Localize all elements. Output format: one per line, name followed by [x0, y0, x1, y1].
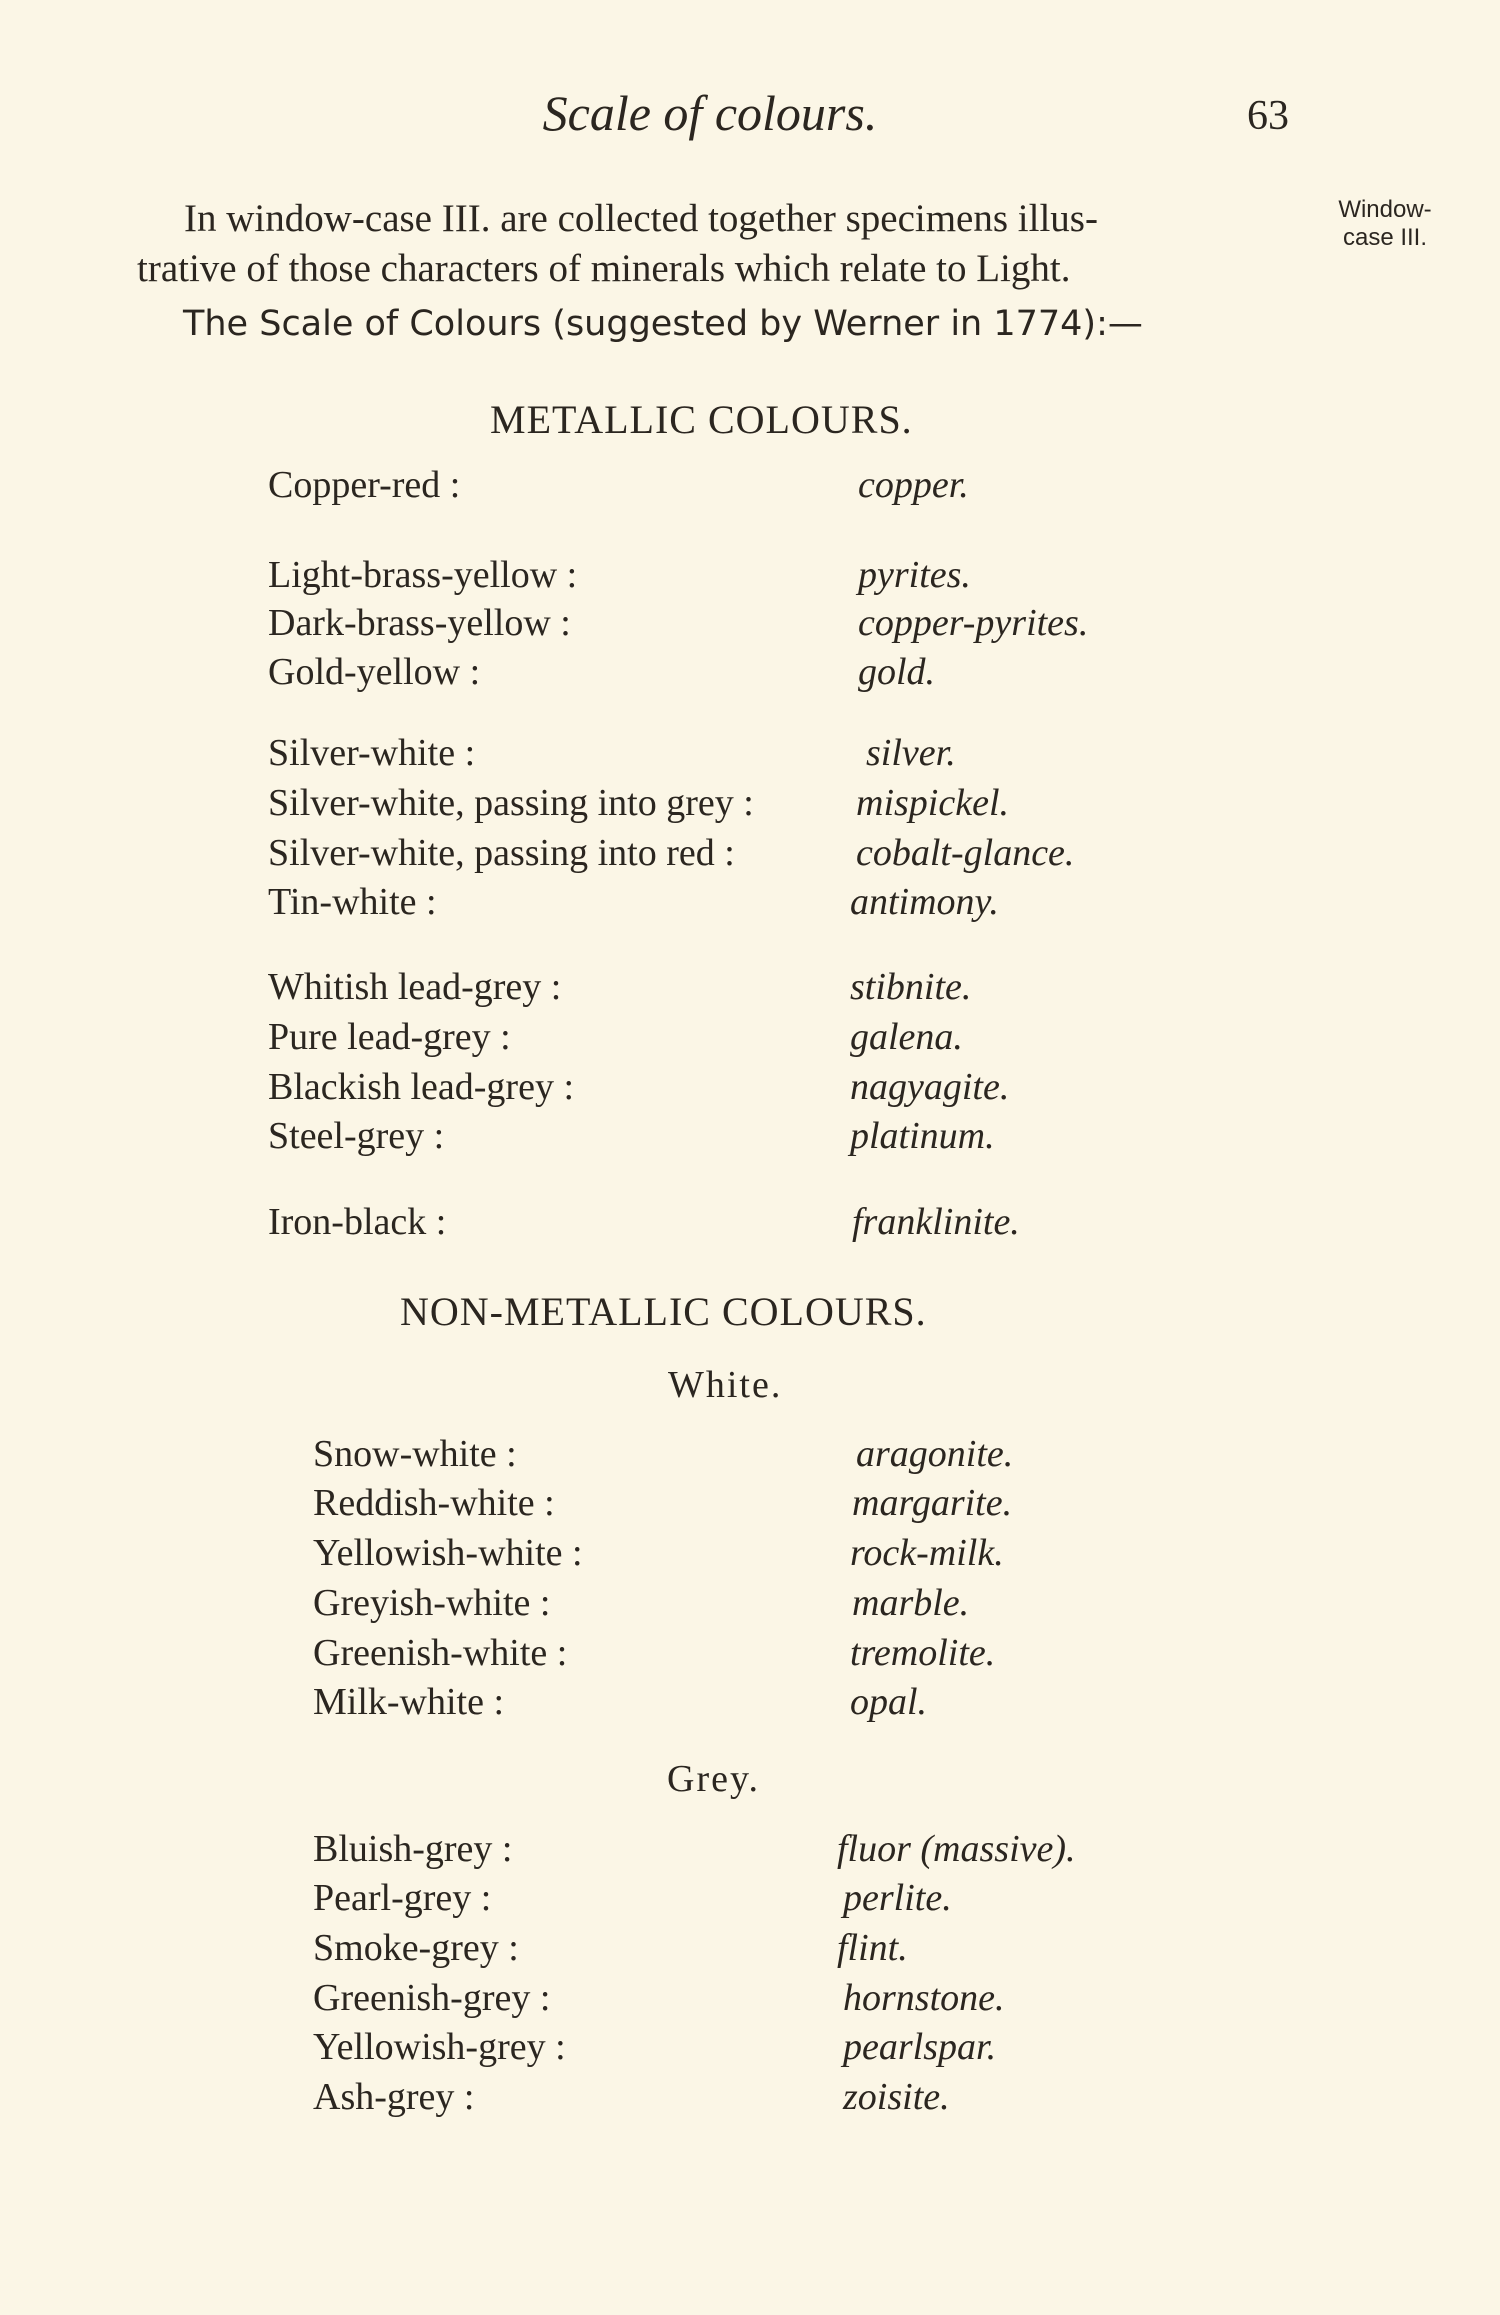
margin-note: [1310, 196, 1460, 252]
colour-row: [313, 1531, 1004, 1575]
mineral-name: franklinite.: [852, 1201, 1020, 1243]
colour-name: Greenish-grey :: [313, 1977, 551, 2019]
intro-line: In window-case III. are collected together specimens illus-: [184, 197, 1098, 240]
colour-name: Ash-grey :: [313, 2076, 475, 2118]
mineral-name: nagyagite.: [850, 1066, 1010, 1108]
intro-paragraph: [137, 194, 1287, 294]
mineral-name: tremolite.: [850, 1632, 996, 1674]
colour-row: [313, 1680, 928, 1724]
colour-name: Reddish-white :: [313, 1482, 555, 1524]
colour-row: [313, 1631, 996, 1675]
mineral-name: silver.: [866, 732, 956, 774]
colour-name: Greenish-white :: [313, 1632, 568, 1674]
colour-name: Light-brass-yellow :: [268, 554, 578, 596]
colour-name: Greyish-white :: [313, 1582, 551, 1624]
colour-name: Blackish lead-grey :: [268, 1066, 575, 1108]
colour-name: Gold-yellow :: [268, 651, 481, 693]
colour-name: Dark-brass-yellow :: [268, 602, 571, 644]
colour-row: [313, 1976, 1005, 2020]
mineral-name: stibnite.: [850, 966, 972, 1008]
mineral-name: copper.: [858, 464, 969, 506]
metallic-heading: METALLIC COLOURS.: [490, 397, 913, 442]
colour-name: Copper-red :: [268, 464, 461, 506]
scale-intro-line: The Scale of Colours (suggested by Werner in 1774):—: [183, 304, 1143, 344]
mineral-name: zoisite.: [843, 2076, 950, 2118]
colour-row: [313, 1926, 908, 1970]
colour-name: Snow-white :: [313, 1433, 517, 1475]
colour-name: Tin-white :: [268, 881, 437, 923]
mineral-name: pearlspar.: [843, 2026, 997, 2068]
colour-row: [313, 1481, 1013, 1525]
colour-name: Pearl-grey :: [313, 1877, 492, 1919]
margin-note-line: Window-: [1338, 196, 1432, 223]
mineral-name: opal.: [850, 1681, 928, 1723]
colour-row: [313, 1581, 970, 1625]
mineral-name: antimony.: [850, 881, 999, 923]
colour-name: Silver-white, passing into red :: [268, 832, 735, 874]
colour-row: [268, 601, 1089, 645]
mineral-name: platinum.: [850, 1115, 995, 1157]
mineral-name: flint.: [837, 1927, 908, 1969]
colour-name: Whitish lead-grey :: [268, 966, 562, 1008]
colour-row: [313, 2025, 997, 2069]
colour-row: [268, 831, 1075, 875]
white-subheading: White.: [668, 1364, 783, 1406]
colour-row: [268, 553, 971, 597]
mineral-name: galena.: [850, 1016, 963, 1058]
colour-row: [268, 1200, 1020, 1244]
colour-name: Smoke-grey :: [313, 1927, 519, 1969]
colour-name: Milk-white :: [313, 1681, 505, 1723]
colour-row: [268, 965, 972, 1009]
mineral-name: gold.: [858, 651, 936, 693]
colour-row: [313, 1876, 952, 1920]
colour-name: Yellowish-grey :: [313, 2026, 566, 2068]
mineral-name: rock-milk.: [850, 1532, 1004, 1574]
colour-row: [268, 1065, 1010, 1109]
colour-row: [268, 1015, 963, 1059]
colour-row: [268, 650, 936, 694]
mineral-name: fluor (massive).: [837, 1828, 1076, 1870]
colour-row: [313, 2075, 950, 2119]
colour-row: [268, 731, 956, 775]
colour-row: [268, 781, 1010, 825]
mineral-name: mispickel.: [856, 782, 1010, 824]
mineral-name: marble.: [852, 1582, 970, 1624]
mineral-name: aragonite.: [856, 1433, 1014, 1475]
colour-name: Silver-white, passing into grey :: [268, 782, 754, 824]
colour-row: [268, 880, 999, 924]
mineral-name: hornstone.: [843, 1977, 1005, 2019]
mineral-name: pyrites.: [858, 554, 971, 596]
colour-row: [268, 463, 969, 507]
colour-name: Yellowish-white :: [313, 1532, 583, 1574]
colour-name: Pure lead-grey :: [268, 1016, 511, 1058]
colour-row: [313, 1827, 1076, 1871]
running-title: Scale of colours.: [542, 85, 878, 141]
mineral-name: copper-pyrites.: [858, 602, 1089, 644]
grey-subheading: Grey.: [667, 1758, 760, 1800]
colour-row: [268, 1114, 995, 1158]
mineral-name: perlite.: [843, 1877, 952, 1919]
colour-row: [313, 1432, 1014, 1476]
non-metallic-heading: NON-METALLIC COLOURS.: [400, 1289, 927, 1334]
mineral-name: margarite.: [852, 1482, 1013, 1524]
colour-name: Steel-grey :: [268, 1115, 445, 1157]
page-number: 63: [1247, 93, 1289, 139]
colour-name: Silver-white :: [268, 732, 476, 774]
colour-name: Iron-black :: [268, 1201, 447, 1243]
colour-name: Bluish-grey :: [313, 1828, 513, 1870]
intro-line: trative of those characters of minerals which relate to Light.: [137, 247, 1071, 290]
margin-note-line: case III.: [1342, 224, 1428, 251]
mineral-name: cobalt-glance.: [856, 832, 1075, 874]
